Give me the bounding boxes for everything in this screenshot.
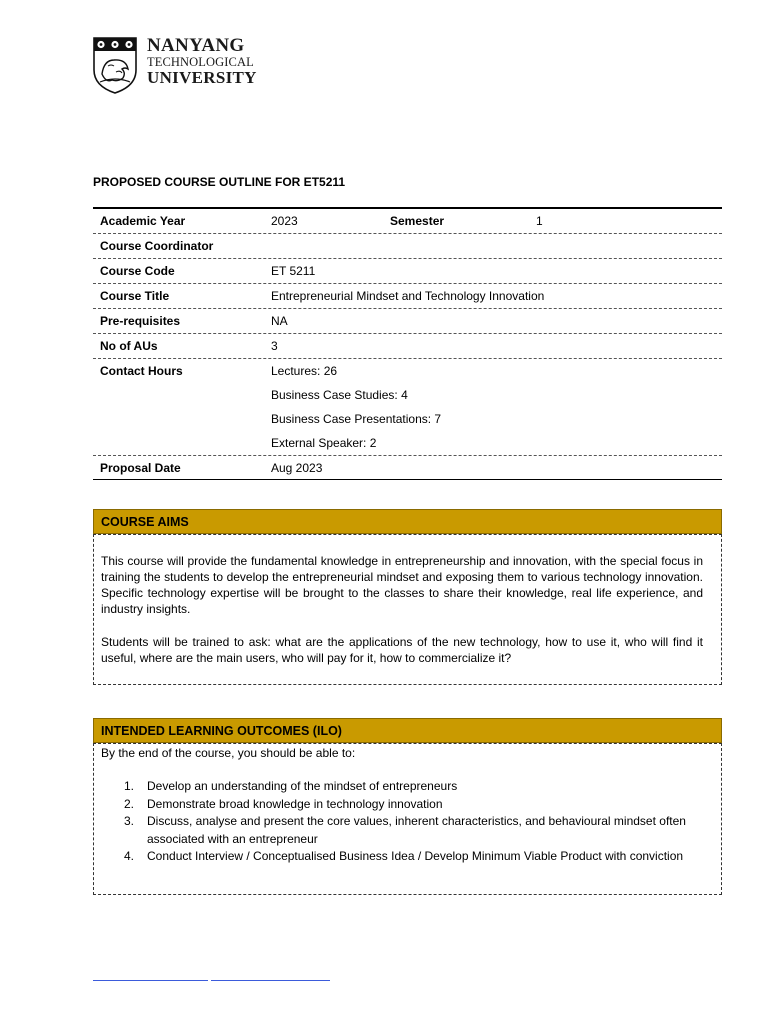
ilo-item-text: Conduct Interview / Conceptualised Business Idea / Develop Minimum Viable Product with conviction [147, 849, 684, 863]
ilo-item-text: Develop an understanding of the mindset of entrepreneurs [147, 779, 458, 793]
proposal-date-label: Proposal Date [100, 461, 181, 475]
course-title-label: Course Title [100, 289, 170, 303]
list-item [116, 813, 696, 848]
row-academic-year [93, 209, 722, 234]
row-course-code [93, 259, 722, 284]
list-item [116, 796, 696, 814]
ilo-item-text: Demonstrate broad knowledge in technology innovation [147, 796, 443, 811]
prerequisites-value: NA [271, 314, 288, 328]
course-title-value: Entrepreneurial Mindset and Technology Innovation [271, 289, 545, 303]
course-aims-box [93, 534, 722, 685]
academic-year-label: Academic Year [100, 214, 186, 228]
row-proposal-date [93, 456, 722, 479]
university-logo [92, 36, 267, 94]
row-course-title [93, 284, 722, 309]
row-course-coordinator [93, 234, 722, 259]
course-aims-heading: COURSE AIMS [101, 515, 189, 529]
course-code-value: ET 5211 [271, 264, 316, 278]
ilo-header [93, 718, 722, 743]
footer-link-2[interactable] [211, 980, 330, 981]
course-aims-header [93, 509, 722, 534]
list-number: 2. [124, 796, 135, 811]
aus-label: No of AUs [100, 339, 158, 353]
contact-hours-item: External Speaker: 2 [271, 436, 377, 450]
proposal-date-value: Aug 2023 [271, 461, 323, 475]
list-number: 1. [124, 779, 135, 793]
list-item [116, 778, 696, 796]
document-title: PROPOSED COURSE OUTLINE FOR ET5211 [93, 175, 346, 189]
contact-hours-item: Business Case Presentations: 7 [271, 412, 442, 426]
prerequisites-label: Pre-requisites [100, 314, 181, 328]
list-item [116, 848, 696, 866]
list-number: 4. [124, 849, 135, 863]
logo-text [147, 36, 257, 87]
footer-link-1[interactable] [93, 980, 208, 981]
row-number-of-aus [93, 334, 722, 359]
aus-value: 3 [271, 339, 278, 353]
crest-icon [92, 36, 138, 94]
ilo-heading: INTENDED LEARNING OUTCOMES (ILO) [101, 724, 342, 738]
contact-hours-item: Business Case Studies: 4 [271, 388, 408, 402]
list-number: 3. [124, 814, 135, 828]
logo-line-2: TECHNOLOGICAL [147, 55, 254, 69]
contact-hours-label: Contact Hours [100, 364, 183, 378]
row-contact-hours [93, 359, 722, 456]
course-info-table [93, 207, 722, 480]
course-aims-paragraph-1: This course will provide the fundamental knowledge in entrepreneurship and innovation, with the special focus in training the students to develop the entrepreneurial mindset and exposing them to various technology innovation. Specific technology expertise will be brought to the classes to share their knowledge, real life experience, and industry insights. [101, 554, 703, 616]
logo-line-3: UNIVERSITY [147, 68, 257, 87]
semester-label: Semester [390, 214, 445, 228]
ilo-item-text: Discuss, analyse and present the core values, inherent characteristics, and behavioural mindset often associated with an entrepreneur [147, 814, 686, 846]
ilo-box [93, 743, 722, 895]
coordinator-label: Course Coordinator [100, 239, 214, 253]
semester-value: 1 [536, 214, 543, 228]
course-code-label: Course Code [100, 264, 175, 278]
course-aims-paragraph-2: Students will be trained to ask: what are the applications of the new technology, how to use it, who will find it useful, where are the main users, who will pay for it, how to commercialize it? [101, 635, 703, 665]
contact-hours-item: Lectures: 26 [271, 364, 338, 378]
contact-hours-list [271, 364, 441, 460]
ilo-list [116, 778, 696, 866]
row-prerequisites [93, 309, 722, 334]
ilo-intro: By the end of the course, you should be able to: [101, 746, 356, 760]
academic-year-value: 2023 [271, 214, 298, 228]
logo-line-1: NANYANG [147, 35, 245, 56]
